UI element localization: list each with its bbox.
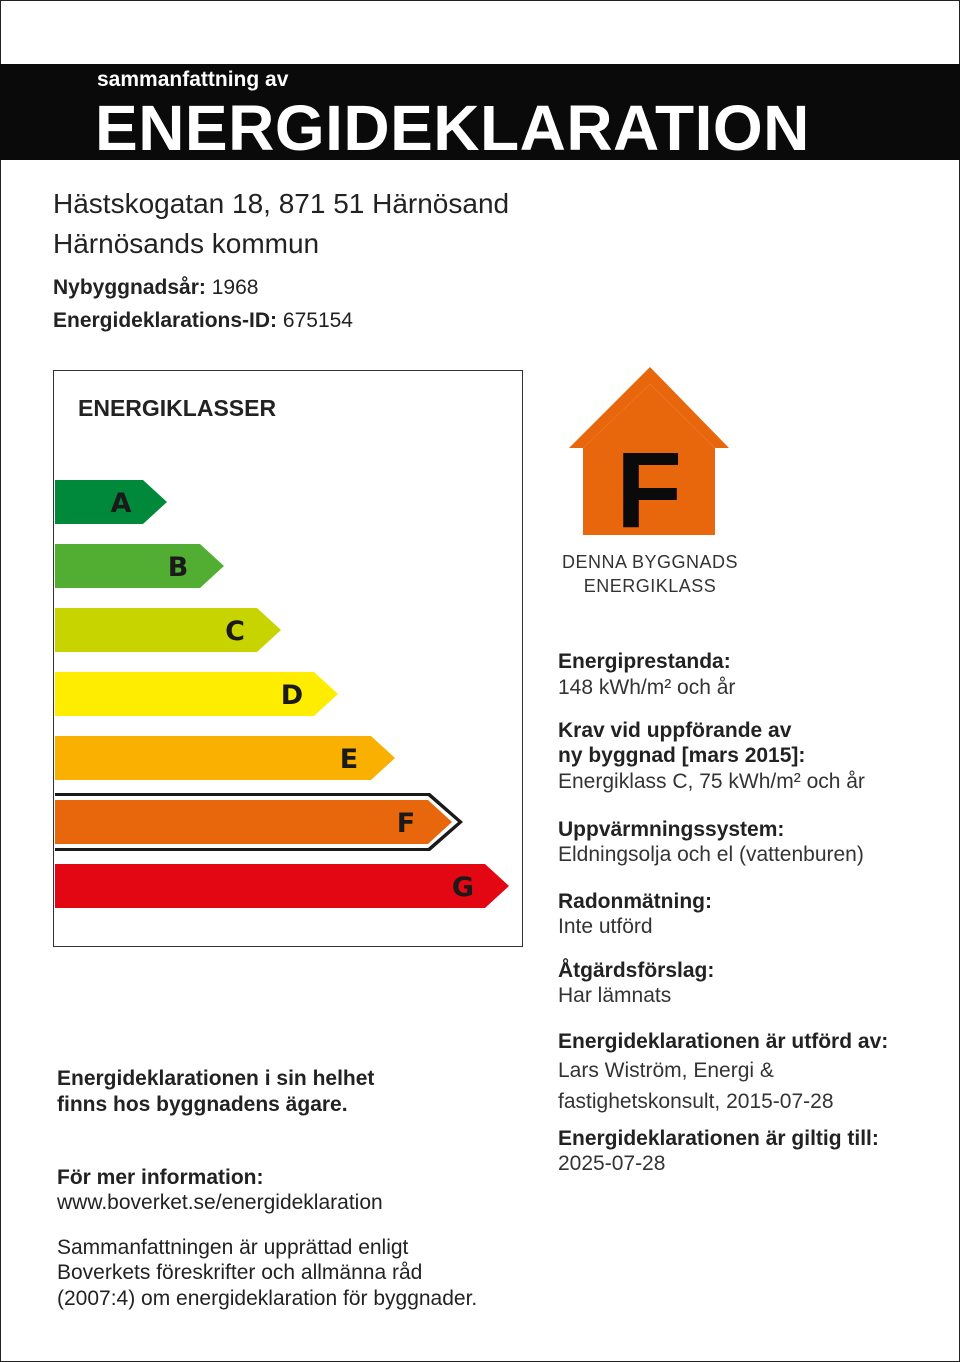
header-subtitle: sammanfattning av [97, 68, 289, 91]
performance-label: Energiprestanda: [558, 650, 731, 673]
class-c-arrow [55, 608, 281, 652]
house-caption-line-2: ENERGIKLASS [583, 576, 717, 596]
address-line-1: Hästskogatan 18, 871 51 Härnösand [53, 188, 510, 219]
class-d-letter: D [280, 680, 304, 711]
energy-class-title: ENERGIKLASSER [78, 395, 277, 421]
owner-note-line-1: Energideklarationen i sin helhet [57, 1067, 375, 1090]
header-title: ENERGIDEKLARATION [95, 92, 810, 164]
requirement-label-1: Krav vid uppförande av [558, 719, 792, 742]
heating-value: Eldningsolja och el (vattenburen) [558, 843, 864, 866]
declaration-id-value: 675154 [282, 309, 353, 332]
class-c-letter: C [225, 616, 245, 647]
more-info-link[interactable]: www.boverket.se/energideklaration [57, 1191, 383, 1214]
address-line-2: Härnösands kommun [53, 228, 320, 259]
performance-value: 148 kWh/m² och år [558, 676, 736, 699]
measures-value: Har lämnats [558, 984, 672, 1007]
heating-label: Uppvärmningssystem: [558, 818, 785, 841]
class-b-letter: B [167, 552, 189, 583]
measures-label: Åtgärdsförslag: [558, 959, 715, 982]
class-g-letter: G [451, 872, 475, 903]
class-e-letter: E [339, 744, 359, 775]
valid-until-value: 2025-07-28 [558, 1152, 666, 1175]
radon-value: Inte utförd [558, 915, 653, 938]
class-g-arrow [55, 864, 509, 908]
requirement-value: Energiklass C, 75 kWh/m² och år [558, 770, 865, 793]
legal-line-3: (2007:4) om energideklaration för byggnader. [57, 1287, 478, 1310]
performed-by-label: Energideklarationen är utförd av: [558, 1030, 889, 1053]
build-year-value: 1968 [211, 276, 259, 299]
class-a-letter: A [110, 488, 132, 519]
house-caption-line-1: DENNA BYGGNADS [561, 552, 739, 572]
class-b-arrow [55, 544, 224, 588]
performed-by-line-1: Lars Wiström, Energi & [558, 1059, 774, 1082]
performed-by-line-2: fastighetskonsult, 2015-07-28 [558, 1090, 834, 1113]
owner-note-line-2: finns hos byggnadens ägare. [57, 1093, 348, 1116]
more-info-label: För mer information: [57, 1166, 264, 1189]
class-f-letter: F [396, 808, 416, 839]
valid-until-label: Energideklarationen är giltig till: [558, 1127, 879, 1150]
build-year-label: Nybyggnadsår: [53, 276, 206, 299]
class-f-arrow [55, 800, 452, 844]
radon-label: Radonmätning: [558, 890, 712, 913]
legal-line-2: Boverkets föreskrifter och allmänna råd [57, 1261, 423, 1284]
requirement-label-2: ny byggnad [mars 2015]: [558, 744, 806, 767]
house-class-letter: F [616, 429, 682, 550]
house-caption [555, 550, 745, 598]
legal-line-1: Sammanfattningen är upprättad enligt [57, 1236, 409, 1259]
declaration-id-label: Energideklarations-ID: [53, 309, 278, 332]
